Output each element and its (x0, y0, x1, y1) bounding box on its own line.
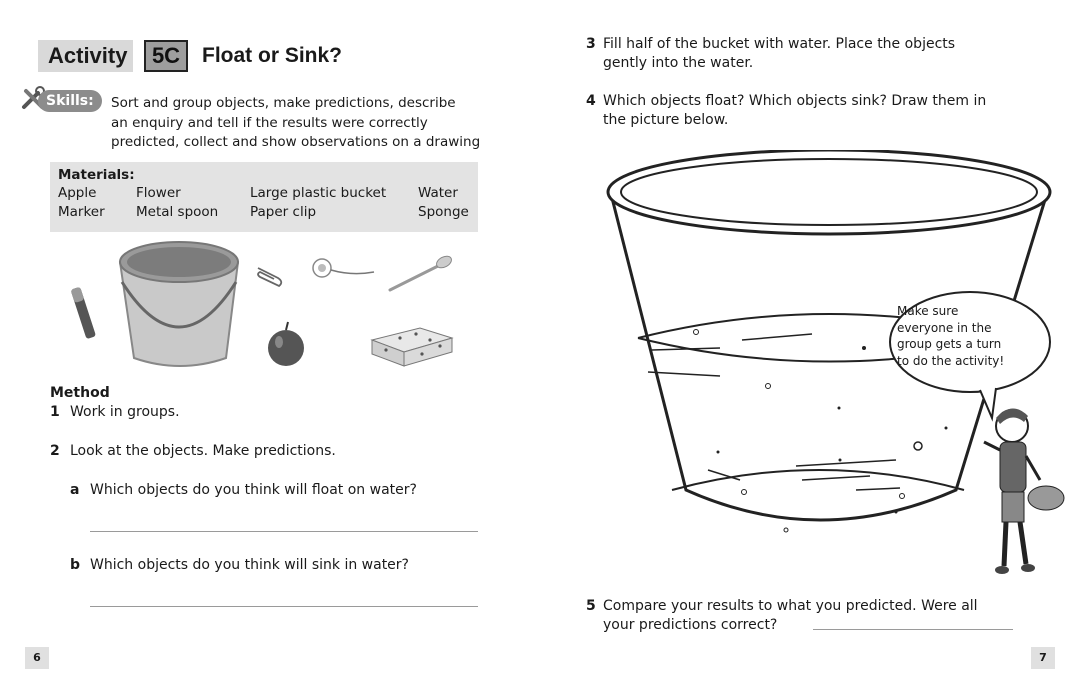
question-b (70, 556, 409, 575)
step-text: Work in groups. (70, 404, 180, 420)
speech-line: group gets a turn (897, 337, 1002, 351)
apple-icon (268, 322, 304, 366)
spoon-icon (390, 254, 453, 290)
step-number: 5 (586, 598, 596, 614)
material-item: Paper clip (250, 204, 317, 220)
method-step-2 (50, 442, 336, 461)
step-text: Look at the objects. Make predictions. (70, 443, 336, 459)
question-a (70, 481, 417, 500)
materials-row (58, 184, 470, 203)
question-letter: a (70, 482, 80, 498)
step-text: your predictions correct? (603, 617, 778, 633)
skills-description (111, 94, 491, 153)
step-text: gently into the water. (603, 55, 754, 71)
page-title: Float or Sink? (202, 44, 343, 67)
materials-row (58, 203, 470, 222)
step-number: 1 (50, 404, 60, 420)
method-heading: Method (50, 385, 110, 401)
page-number-left: 6 (25, 647, 49, 669)
question-text: Which objects do you think will sink in water? (90, 557, 409, 573)
answer-line-5[interactable] (813, 629, 1013, 630)
materials-illustration (60, 232, 480, 382)
flower-icon (313, 259, 374, 277)
speech-line: Make sure (897, 304, 959, 318)
method-step-4 (586, 92, 1023, 130)
speech-bubble-text (897, 303, 1032, 369)
bucket-icon (120, 242, 238, 366)
paper-clip-icon (258, 268, 281, 286)
material-item: Apple (58, 185, 97, 201)
skills-line: predicted, collect and show observations on a drawing (111, 134, 481, 150)
method-step-1 (50, 403, 180, 422)
page-number-right: 7 (1031, 647, 1055, 669)
speech-line: everyone in the (897, 320, 992, 335)
skills-line: an enquiry and tell if the results were correctly (111, 114, 428, 131)
answer-line-b[interactable] (90, 606, 478, 607)
step-text: Compare your results to what you predicted. Were all (603, 598, 978, 614)
material-item: Sponge (418, 204, 469, 220)
materials-heading: Materials: (58, 167, 135, 183)
material-item: Large plastic bucket (250, 185, 387, 201)
question-text: Which objects do you think will float on water? (90, 482, 417, 498)
marker-icon (71, 287, 97, 340)
material-item: Metal spoon (136, 204, 219, 220)
step-text: Which objects float? Which objects sink? Draw them in (603, 93, 987, 109)
right-page (540, 0, 1080, 689)
question-letter: b (70, 557, 81, 573)
skills-line: Sort and group objects, make predictions, describe (111, 95, 456, 111)
step-text: the picture below. (603, 112, 729, 128)
activity-number: 5C (144, 40, 188, 72)
sponge-icon (372, 328, 452, 366)
step-number: 4 (586, 93, 596, 109)
student-character-icon (984, 408, 1064, 574)
method-step-3 (586, 35, 1023, 73)
step-number: 2 (50, 443, 60, 459)
activity-label: Activity (38, 40, 133, 72)
speech-line: to do the activity! (897, 353, 1005, 368)
step-text: Fill half of the bucket with water. Place the objects (603, 36, 956, 52)
bucket-drawing-area[interactable] (600, 150, 1080, 590)
answer-line-a[interactable] (90, 531, 478, 532)
step-number: 3 (586, 36, 596, 52)
material-item: Marker (58, 204, 105, 220)
material-item: Water (418, 185, 458, 201)
material-item: Flower (136, 185, 181, 201)
skills-badge: Skills: (38, 90, 102, 112)
materials-box (50, 162, 478, 232)
